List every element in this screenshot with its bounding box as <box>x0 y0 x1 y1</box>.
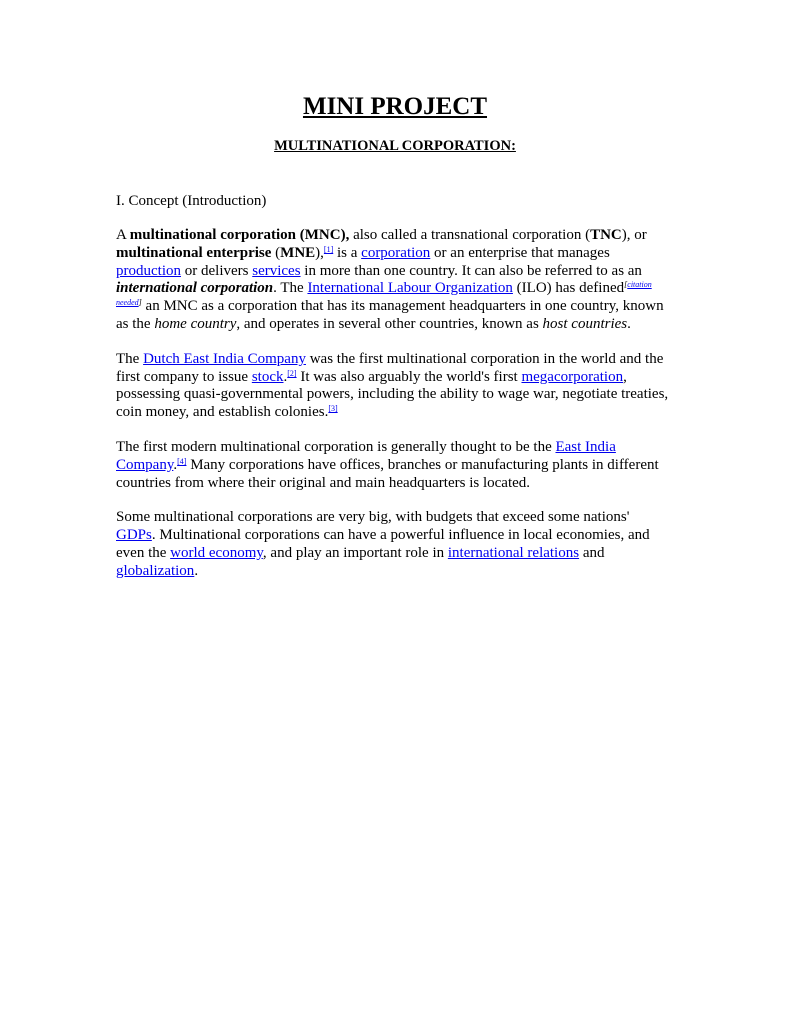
text: ), or <box>621 227 647 243</box>
reference-1[interactable] <box>324 245 333 254</box>
term-home-country: home country <box>154 315 237 332</box>
text: . <box>627 315 631 332</box>
text: in more than one country. It can also be referred to as an <box>300 262 642 279</box>
link-globalization[interactable]: globalization <box>116 562 195 579</box>
link-gdps[interactable]: GDPs <box>116 527 152 544</box>
term-mne: MNE <box>280 244 316 261</box>
term-tnc: TNC <box>590 227 622 243</box>
document-subtitle: MULTINATIONAL CORPORATION: <box>274 138 516 154</box>
text: ), <box>315 244 324 261</box>
text: , and operates in several other countries, known as <box>236 315 543 332</box>
text: . <box>194 562 199 579</box>
paragraph-influence <box>116 509 672 580</box>
link-international-labour-organization[interactable]: International Labour Organization <box>307 280 513 297</box>
link-east-india-company[interactable]: East India Company <box>116 438 616 473</box>
document-title: MINI PROJECT <box>302 93 488 120</box>
text: also called a transnational corporation ( <box>349 227 591 243</box>
text: Many corporations have offices, branches or manufacturing plants in different countries from where their original and main headquarters is located. <box>116 456 659 491</box>
text: or an enterprise that manages <box>430 244 610 261</box>
term-international-corporation: international corporation <box>116 280 274 297</box>
text: A <box>116 227 130 243</box>
paragraph-definition <box>116 227 672 334</box>
text: (ILO) has defined <box>512 280 625 297</box>
section-heading: I. Concept (Introduction) <box>116 193 267 209</box>
reference-1-link[interactable]: [1] <box>323 244 334 254</box>
term-host-countries: host countries <box>542 315 628 332</box>
term-mnc: multinational corporation (MNC), <box>129 227 350 243</box>
text: . <box>173 456 178 473</box>
reference-3[interactable] <box>328 404 337 413</box>
link-production[interactable]: production <box>116 262 181 279</box>
reference-2-link[interactable]: [2] <box>287 368 297 378</box>
paragraph-dutch-east-india <box>116 351 672 422</box>
text: The <box>116 350 144 367</box>
text: was the first multinational corporation in the world and the first company to issue <box>116 350 664 385</box>
text: or delivers <box>181 262 253 279</box>
document-body <box>116 92 672 581</box>
link-international-relations[interactable]: international relations <box>447 544 580 561</box>
citation-needed[interactable]: [citation needed] <box>116 280 652 308</box>
text: The first modern multinational corporation is generally thought to be the <box>116 438 556 455</box>
text: Some multinational corporations are very big, with budgets that exceed some nations' <box>116 509 630 526</box>
text: , possessing quasi-governmental powers, including the ability to wage war, negotiate treaties, coin money, and establish colonies. <box>116 368 669 421</box>
link-megacorporation[interactable]: megacorporation <box>521 368 624 385</box>
text: , and play an important role in <box>262 544 448 561</box>
text: . <box>283 368 288 385</box>
text: and <box>579 544 605 561</box>
text: It was also arguably the world's first <box>296 368 522 385</box>
citation-needed-link[interactable]: citation needed <box>116 280 652 308</box>
text: . Multinational corporations can have a powerful influence in local economies, and even the <box>116 527 650 561</box>
text: . The <box>273 280 308 297</box>
text: is a <box>333 244 362 261</box>
link-services[interactable]: services <box>252 262 301 279</box>
link-stock[interactable]: stock <box>251 368 284 385</box>
reference-2[interactable] <box>287 369 296 378</box>
term-multinational-enterprise: multinational enterprise <box>116 244 272 261</box>
text: ( <box>271 244 281 261</box>
link-world-economy[interactable]: world economy <box>170 544 263 561</box>
reference-4-link[interactable]: [4] <box>177 456 187 466</box>
link-corporation[interactable]: corporation <box>361 244 431 261</box>
reference-3-link[interactable]: [3] <box>328 404 338 414</box>
text: an MNC as a corporation that has its management headquarters in one country, known as the <box>116 298 664 332</box>
link-dutch-east-india-company[interactable]: Dutch East India Company <box>143 350 306 367</box>
paragraph-east-india <box>116 439 672 492</box>
